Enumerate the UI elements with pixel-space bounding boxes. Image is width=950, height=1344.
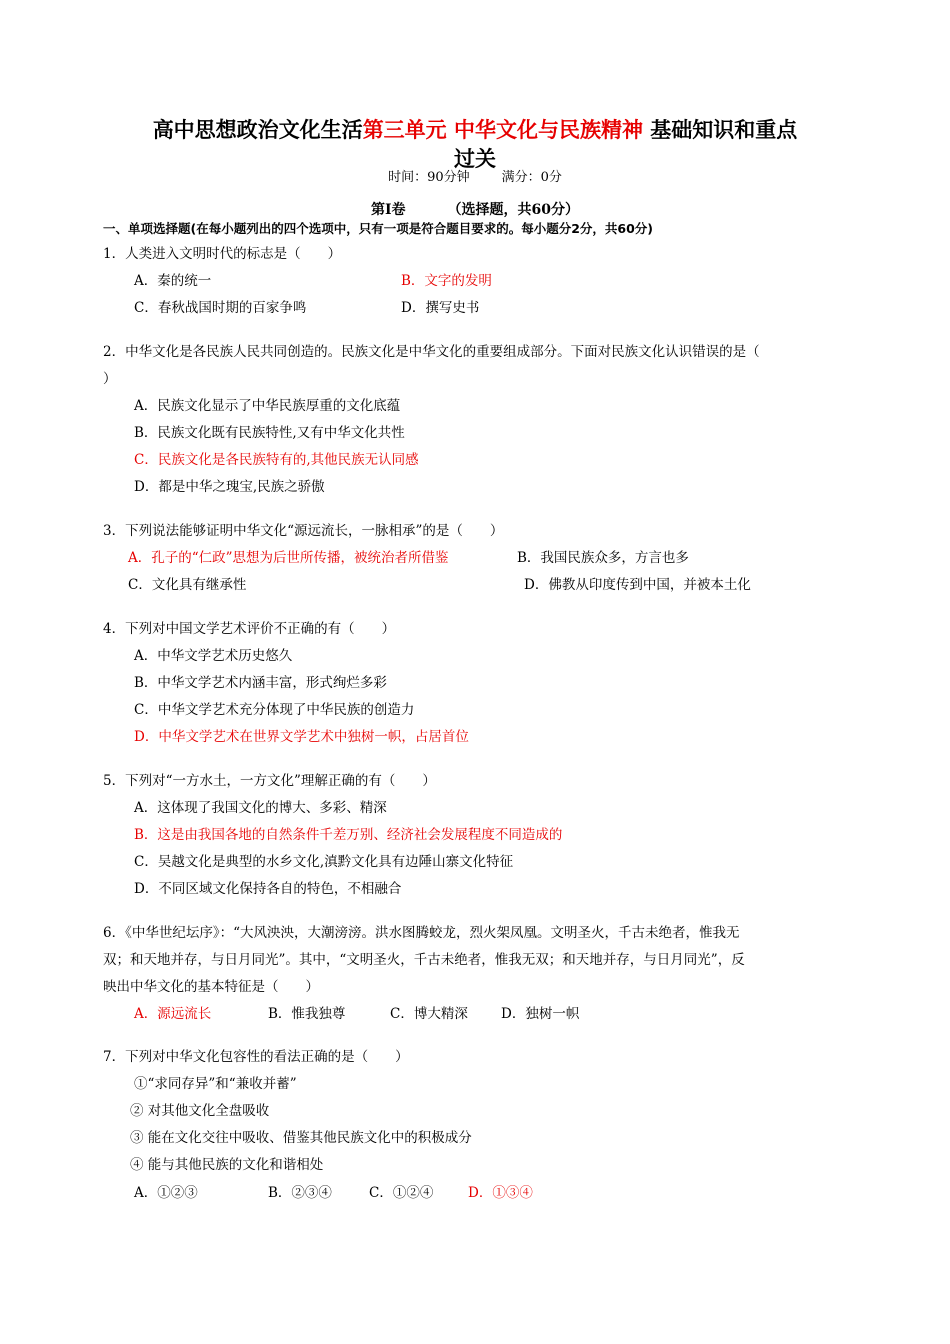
option: C．①②④ [369, 1185, 434, 1201]
exam-score: 满分：0分 [501, 170, 562, 185]
title-part-unit: 第三单元 中华文化与民族精神 [362, 118, 643, 142]
option: D．独树一帜 [501, 1006, 580, 1022]
title-line-2: 过关 [454, 147, 496, 171]
question-stem: 5．下列对“一方水土，一方文化”理解正确的有（ ） [103, 773, 436, 789]
section-desc: （选择题，共60分） [447, 202, 580, 218]
option-correct: C．民族文化是各民族特有的,其他民族无认同感 [134, 452, 419, 468]
question-stem: 6．《中华世纪坛序》：“大风泱泱，大潮滂滂。洪水图腾蛟龙，烈火架凤凰。文明圣火，千古未绝者，惟我无 [103, 925, 740, 941]
option: C．中华文学艺术充分体现了中华民族的创造力 [134, 702, 415, 718]
question-stem: 7．下列对中华文化包容性的看法正确的是（ ） [103, 1049, 409, 1065]
question-stem: 3．下列说法能够证明中华文化“源远流长，一脉相承”的是（ ） [103, 523, 504, 539]
option: B．我国民族众多，方言也多 [517, 550, 689, 566]
statement-item: ③ 能在文化交往中吸收、借鉴其他民族文化中的积极成分 [130, 1130, 472, 1146]
option: D．不同区域文化保持各自的特色，不相融合 [134, 881, 402, 897]
title-part-topic: 基础知识和重点 [643, 118, 798, 142]
section-name: 第Ⅰ卷 [370, 202, 406, 218]
title-part-subject: 高中思想政治文化生活 [152, 118, 363, 142]
statement-item: ④ 能与其他民族的文化和谐相处 [130, 1157, 324, 1173]
option: D．佛教从印度传到中国，并被本土化 [524, 577, 751, 593]
option: B．民族文化既有民族特性,又有中华文化共性 [134, 425, 405, 441]
exam-meta [0, 166, 950, 185]
option: A．这体现了我国文化的博大、多彩、精深 [134, 800, 387, 816]
option: B．②③④ [268, 1185, 332, 1201]
question-stem: 1．人类进入文明时代的标志是（ ） [103, 246, 342, 262]
option-correct: A．源远流长 [134, 1006, 212, 1022]
instructions: 一、单项选择题(在每小题列出的四个选项中，只有一项是符合题目要求的。每小题分2分，共60分) [103, 221, 654, 236]
option: C．吴越文化是典型的水乡文化,滇黔文化具有边陲山寨文化特征 [134, 854, 514, 870]
option: D．撰写史书 [401, 300, 480, 316]
question-stem-cont: ） [103, 371, 117, 387]
question-stem-cont: 映出中华文化的基本特征是（ ） [103, 979, 319, 995]
option: C．文化具有继承性 [128, 577, 247, 593]
statement-item: ①“求同存异”和“兼收并蓄” [134, 1076, 297, 1092]
option: C．博大精深 [390, 1006, 468, 1022]
exam-time: 时间：90分钟 [388, 170, 470, 185]
option-correct: B．文字的发明 [401, 273, 492, 289]
option: D．都是中华之瑰宝,民族之骄傲 [134, 479, 325, 495]
question-stem: 4．下列对中国文学艺术评价不正确的有（ ） [103, 621, 396, 637]
question-stem-cont: 双；和天地并存，与日月同光”。其中，“文明圣火，千古未绝者，惟我无双；和天地并存，与日月同光”，反 [103, 952, 745, 968]
option-correct: D．①③④ [468, 1185, 533, 1201]
option: A．民族文化显示了中华民族厚重的文化底蕴 [134, 398, 401, 414]
option-correct: B．这是由我国各地的自然条件千差万别、经济社会发展程度不同造成的 [134, 827, 563, 843]
option: C．春秋战国时期的百家争鸣 [134, 300, 307, 316]
option: B．中华文学艺术内涵丰富，形式绚烂多彩 [134, 675, 387, 691]
option: B．惟我独尊 [268, 1006, 346, 1022]
option: A．中华文学艺术历史悠久 [134, 648, 293, 664]
section-heading [0, 199, 950, 219]
option: A．秦的统一 [134, 273, 212, 289]
option: A．①②③ [134, 1185, 198, 1201]
statement-item: ② 对其他文化全盘吸收 [130, 1103, 270, 1119]
option-correct: D．中华文学艺术在世界文学艺术中独树一帜，占居首位 [134, 729, 469, 745]
option-correct: A．孔子的“仁政”思想为后世所传播，被统治者所借鉴 [128, 550, 449, 566]
question-stem: 2．中华文化是各民族人民共同创造的。民族文化是中华文化的重要组成部分。下面对民族文化认识错误的是（ [103, 344, 760, 360]
